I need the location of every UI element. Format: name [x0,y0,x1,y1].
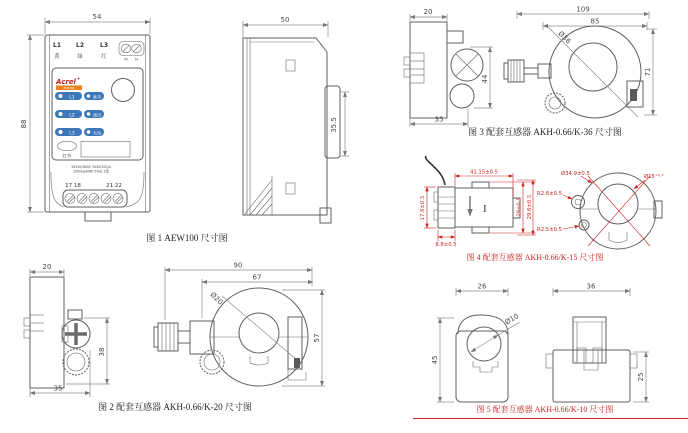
fig2-dim-57: 57 [313,333,321,343]
fig3-screw-knob [504,60,551,82]
fig1-front-drawing [20,8,210,238]
fig5-drawing [418,278,688,406]
fig2-screw-knob [154,321,214,354]
phase-label-l3: L3 [100,42,108,49]
brand-logo: Acrel [56,78,76,86]
fig4-dim-right-outer: 29.6±0.5 [527,194,533,220]
fig3-dim-35: 35 [434,115,444,124]
fig3-side-view [404,8,493,127]
ir-window [58,141,77,151]
fig1-side-drawing [228,8,363,233]
fig5-dim-36: 36 [586,282,596,291]
wire-color-l1: 黄 [54,54,60,60]
led1-right-label: 脉冲 [92,94,102,100]
fig3-dim-85: 85 [590,17,600,26]
panel-round-button [112,79,135,102]
fig4-lead-wire [426,156,445,185]
fig3-dim-71: 71 [644,67,652,77]
fig4-radius-lower-label: R2.5±0.5 [537,227,562,233]
fig5-caption: 图 5 配套互感器 AKH-0.66/K-10 尺寸图 [476,405,614,414]
fig3-dim-20: 20 [423,8,433,16]
clip-left [51,172,64,207]
fig3-drawing [400,5,688,127]
led3-right-label: 无线 [92,130,102,136]
fig3-dim-44: 44 [481,74,489,84]
fig2-drawing [12,260,342,408]
aux-label-n: N [135,56,138,62]
terminal-strip [51,172,144,207]
dim-label-35-5: 35.5 [330,117,338,133]
fig5-dim-45: 45 [431,355,439,365]
fig4-dim-top: 41.15±0.5 [469,169,499,176]
fig1-side-dim-width [243,16,328,37]
fig3-lower-knob [545,93,565,113]
fig5-aperture-label: Ø10 [503,312,521,327]
fig4-side-view [420,156,536,248]
fig2-dim-35: 35 [53,384,63,393]
terminal-numbers-left: 17 18 [65,183,81,189]
clip-right [126,172,144,207]
fig2-caption: 图 2 配套互感器 AKH-0.66/K-20 尺寸图 [98,402,252,412]
terminal-numbers-right: 21 22 [106,183,122,189]
fig3-aperture-label: Ø36 [556,29,573,46]
fig4-front-view [537,170,664,249]
led2-right-label: 通讯 [92,112,102,118]
phase-label-l2: L2 [76,42,84,49]
fig4-dim-left: 17.6±0.5 [420,195,426,221]
ct-aperture [569,43,617,91]
fig5-caption-underline [413,418,688,419]
fig2-dim-67: 67 [252,273,262,282]
fig5-front-view [431,283,520,403]
din-tab [85,212,111,221]
dim-label-50: 50 [280,16,290,24]
current-direction-I: I [483,203,487,215]
fig2-right-clip [288,317,306,380]
fig4-dim-right-inner: 29±0.5 [516,197,523,217]
fig1-side-body [243,38,340,223]
spring-clip-hatch [244,176,272,215]
fig2-dim-38: 38 [98,347,106,357]
led-row-2 [55,110,104,119]
fig1-caption: 图 1 AEW100 尺寸图 [146,233,228,243]
display-window [81,142,130,158]
fig5-dim-25: 25 [637,372,645,382]
ir-label: 红外 [62,154,72,160]
fig2-side-view [24,263,110,397]
fig4-aperture-label: Ø15⁺⁰·² [644,174,664,180]
brand-reg-dot [78,78,80,80]
fig3-dim-109: 109 [576,5,590,14]
aux-terminals [119,42,144,62]
fig3-front-view [504,6,657,119]
fig2-dim-20: 20 [42,263,52,271]
rating-line-1: 3X220/380V 3X40(200)A [71,165,111,169]
fig4-aperture [598,184,638,224]
fig4-drawing [413,152,688,252]
aux-label-m: M [124,56,128,62]
fig4-dim-bottom: 8.8±0.5 [435,242,457,248]
wire-color-l3: 红 [101,54,107,60]
led-row-3 [55,128,104,137]
led3-left-label: L3 [69,131,75,137]
fig3-knob-round [450,84,474,108]
fig2-dim-90: 90 [233,261,243,270]
fig4-caption: 图 4 配套互感器 AKH-0.66/K-15 尺寸图 [466,253,604,262]
fig2-aperture-label: Ø20 [208,290,225,307]
model-label: AEW100 [63,87,75,90]
led2-left-label: L2 [69,113,75,119]
wire-color-l2: 绿 [77,54,83,60]
fig2-front-view [154,262,325,387]
led1-left-label: L1 [69,95,75,101]
dim-label-88: 88 [20,119,28,129]
fig4-radius-upper-label: R2.6±0.5 [537,191,562,197]
fig2-aperture [239,313,279,353]
fig5-dim-26: 26 [477,282,487,291]
fig1-dim-width [45,13,150,34]
fig1-dim-height [20,35,44,212]
phase-label-l1: L1 [53,42,61,49]
fig4-outer-dia-label: Ø34.9±0.5 [561,171,590,177]
led-row-1 [55,92,104,101]
fig3-caption: 图 3 配套互感器 AKH-0.66/K-36 尺寸图 [468,127,622,137]
dim-label-54: 54 [92,13,102,21]
fig5-side-view [546,283,649,403]
rating-line-2: 200imp/kWh 50Hz 2级 [73,169,109,174]
